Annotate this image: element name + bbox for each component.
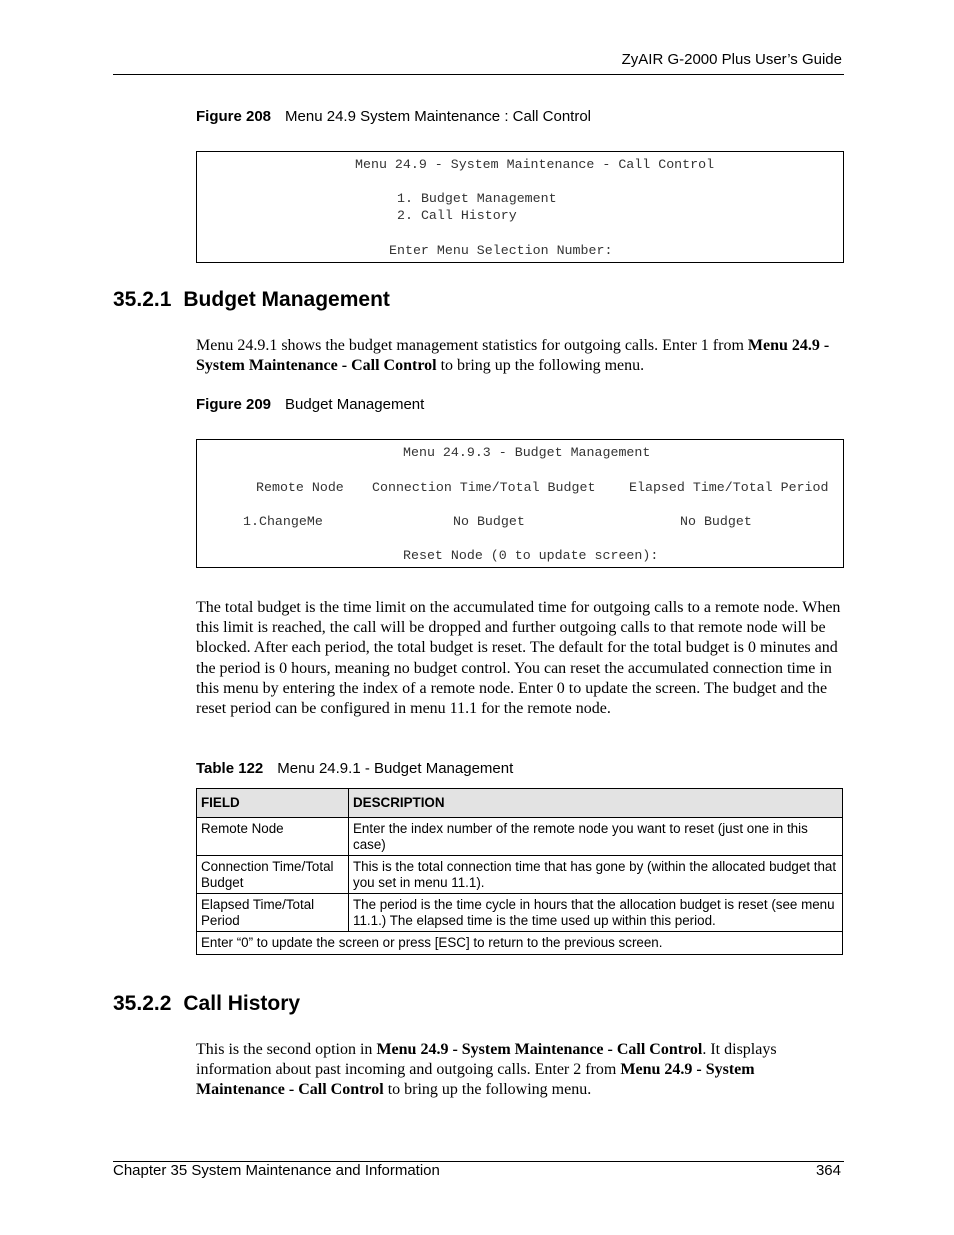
screen-row-connection: No Budget bbox=[453, 514, 525, 529]
table-cell-description: This is the total connection time that has gone by (within the allocated budget that you set in menu 11.1). bbox=[349, 856, 843, 894]
screen-col-remote-node: Remote Node bbox=[256, 480, 344, 495]
table-122-caption bbox=[196, 760, 513, 777]
intro-text-end: to bring up the following menu. bbox=[436, 357, 645, 375]
table-cell-field: Connection Time/Total Budget bbox=[197, 856, 349, 894]
screen-menu-title: Menu 24.9.3 - Budget Management bbox=[403, 445, 651, 460]
screen-menu-item-2: 2. Call History bbox=[397, 208, 517, 223]
figure-208-title: Menu 24.9 System Maintenance : Call Control bbox=[285, 108, 592, 125]
call-history-text-end: to bring up the following menu. bbox=[383, 1081, 592, 1099]
table-cell-description: The period is the time cycle in hours that the allocation budget is reset (see menu 11.1.) The elapsed time is the time used up within this period. bbox=[349, 894, 843, 932]
figure-208-caption bbox=[196, 108, 591, 125]
screen-col-connection-time: Connection Time/Total Budget bbox=[372, 480, 596, 495]
table-cell-description: Enter the index number of the remote node you want to reset (just one in this case) bbox=[349, 818, 843, 856]
screen-menu-title: Menu 24.9 - System Maintenance - Call Control bbox=[355, 157, 715, 172]
table-cell-field: Remote Node bbox=[197, 818, 349, 856]
screen-prompt: Enter Menu Selection Number: bbox=[389, 243, 613, 258]
figure-208-terminal-screen bbox=[196, 151, 844, 263]
figure-209-caption bbox=[196, 396, 424, 413]
screen-col-elapsed-time: Elapsed Time/Total Period bbox=[629, 480, 829, 495]
section-heading-budget-management bbox=[113, 288, 390, 312]
table-row bbox=[197, 894, 843, 932]
table-row bbox=[197, 818, 843, 856]
call-history-text: . It displays information about past incoming and outgoing calls. Enter 2 from bbox=[196, 1041, 777, 1079]
call-history-paragraph bbox=[196, 1040, 844, 1101]
table-122-title: Menu 24.9.1 - Budget Management bbox=[277, 760, 514, 777]
header-divider bbox=[113, 74, 844, 75]
section-title: Call History bbox=[183, 992, 301, 1015]
section-heading-call-history bbox=[113, 992, 300, 1016]
table-footer-row bbox=[197, 932, 843, 955]
table-footer-note: Enter “0” to update the screen or press [ESC] to return to the previous screen. bbox=[197, 932, 843, 955]
call-history-text: This is the second option in bbox=[196, 1041, 377, 1058]
figure-208-label: Figure 208 bbox=[196, 108, 272, 125]
figure-209-title: Budget Management bbox=[285, 396, 425, 413]
intro-menu-ref: Menu 24.9 - System Maintenance - Call Control bbox=[196, 337, 830, 375]
figure-209-label: Figure 209 bbox=[196, 396, 272, 413]
section-title: Budget Management bbox=[183, 288, 390, 311]
section-number: 35.2.1 bbox=[113, 288, 172, 311]
footer-chapter-title: Chapter 35 System Maintenance and Information bbox=[113, 1162, 440, 1179]
call-history-menu-ref: Menu 24.9 - System Maintenance - Call Control bbox=[196, 1061, 755, 1099]
table-cell-field: Elapsed Time/Total Period bbox=[197, 894, 349, 932]
total-budget-paragraph: The total budget is the time limit on the accumulated time for outgoing calls to a remote node. When this limit is reached, the call will be dropped and further outgoing calls to that remote node will be blocked. After each period, the total budget is reset. The default for the total budget is 0 minutes and the period is 0 hours, meaning no budget control. You can reset the accumulated connection time in this menu by entering the index of a remote node. Enter 0 to update the screen. The budget and the reset period can be configured in menu 11.1 for the remote node. bbox=[196, 599, 841, 718]
table-header-description: DESCRIPTION bbox=[349, 789, 843, 818]
budget-intro-paragraph bbox=[196, 336, 844, 376]
figure-209-terminal-screen bbox=[196, 439, 844, 568]
call-history-menu-ref: Menu 24.9 - System Maintenance - Call Control bbox=[376, 1041, 703, 1058]
screen-row-elapsed: No Budget bbox=[680, 514, 752, 529]
screen-row-node: 1.ChangeMe bbox=[243, 514, 323, 529]
table-122-label: Table 122 bbox=[196, 760, 264, 777]
running-header-title: ZyAIR G-2000 Plus User’s Guide bbox=[621, 51, 842, 68]
screen-menu-item-1: 1. Budget Management bbox=[397, 191, 557, 206]
section-number: 35.2.2 bbox=[113, 992, 172, 1015]
table-header-field: FIELD bbox=[197, 789, 349, 818]
intro-text: Menu 24.9.1 shows the budget management statistics for outgoing calls. Enter 1 from bbox=[196, 337, 748, 354]
screen-prompt: Reset Node (0 to update screen): bbox=[403, 548, 659, 563]
table-header-row bbox=[197, 789, 843, 818]
budget-management-field-table bbox=[196, 788, 843, 955]
footer-page-number: 364 bbox=[815, 1162, 841, 1179]
table-row bbox=[197, 856, 843, 894]
